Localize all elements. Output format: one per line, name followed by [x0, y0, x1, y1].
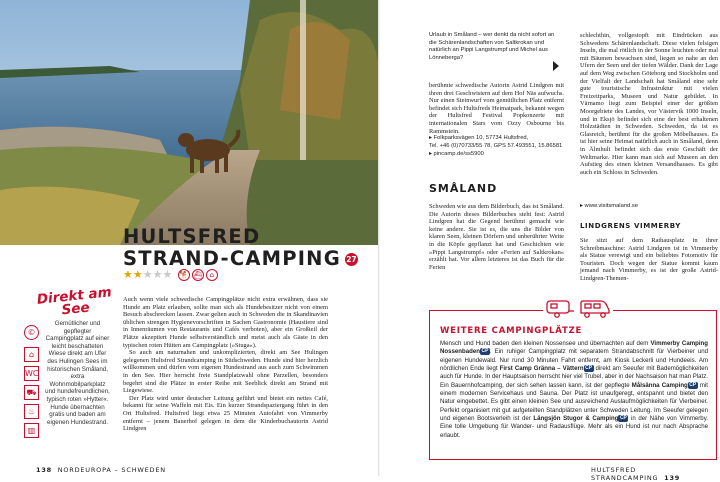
address-line: ▸ Folkparksvägen 10, 57734 Hultsfred,	[429, 135, 529, 142]
copyright-icon: ©	[24, 325, 39, 340]
box-text-segment: . Ein ruhiger Campingplatz mit separatem Strandabschnitt für Vierbeiner und eigenen Hundewald. Nur rund 30 Minuten Fahrt entfernt, am Kiosk Leckerli und Hundeeis. Am nördlichen Ende liegt	[440, 348, 708, 373]
campsite-badge-icon: CP	[689, 381, 697, 388]
box-heading: WEITERE CAMPINGPLÄTZE	[440, 326, 583, 336]
house-icon: ⌂	[206, 269, 218, 281]
campsite-name: Målsänna Camping	[631, 381, 688, 389]
box-text-segment: direkt am Seeufer mit Bademöglichkeiten auch für Hunde. In der Hauptsaison herrscht hier viel Trubel, aber in der Nachsaison hat man Platz. Ein Bauernhofcamping, der sich sehen lassen kann, ist der gepflegte	[440, 365, 708, 389]
body-paragraph: berühmte schwedische Autorin Astrid Lindgren mit ihren drei Geschwistern auf dem Hof Näs aufwuchs. Nur einen Steinwurf vom gemütlichen Platz entfernt befindet sich Hultsfreds Heimatpark, bekannt wegen der Hultsfred Festival Popkonzerte mit internationalen Stars vom Ozzy Osbourne bis Rammstein.	[429, 82, 564, 135]
right-column-1-section	[429, 203, 564, 271]
box-text-segment: mit einem modernen Servicehaus und Sauna. Der Platz ist unaufgeregt, entspannt und bietet den Natur eingebettet. Es gibt einen kleinen See und ausreichend Auslaufmöglichkeiten für Vierbeiner. Perfekt organisiert mit gut aufgeteilten Standplätzen unter Schweden Leitung. Im Seeufer gelegen und eigenen Bootsverleih ist der	[440, 381, 708, 423]
photo-caption: Urlaub in Småland – wer denkt da nicht sofort an die Schärenlandschaften von Saltkrokan und natürlich an Pippi Langstrumpf und Michel aus Lönneberga?	[429, 32, 555, 61]
caravan-icon	[547, 301, 574, 317]
campsite-badge-icon: CP	[481, 348, 489, 355]
section-heading-smaland: SMÅLAND	[429, 182, 498, 195]
star-icon: ★	[123, 268, 133, 281]
trash-icon: ▥	[24, 423, 39, 438]
photo-dog-at-lake	[0, 0, 379, 245]
body-paragraph: Schweden wie aus dem Bilderbuch, das ist Småland. Die Autorin dieses Bilderbuches steht fest: Astrid Lindgren hat die Gegend berühmt gemacht wie keine andere. Sie ist es, die uns die Bilder von klaren Seen, kleinen Dörfern und unberührter Weite in die Köpfe gepflanzt hat und Geschichten wie »Pippi Langstrumpf« oder »Ferien auf Saltkrokan« erzählt hat. Vor allem letzteres ist das Buch für die Ferien	[429, 203, 564, 271]
car-icon: ⛟	[24, 385, 39, 400]
left-body-column	[123, 296, 328, 433]
campsite-badge-icon: CP	[585, 365, 593, 371]
campsite-name: Vimmerby Camping Nossenbaden	[440, 340, 708, 356]
camper-van-icon	[581, 301, 609, 317]
page-number: 139	[664, 474, 681, 482]
body-paragraph: Sie sitzt auf dem Rathausplatz in ihrer Schreibmaschine: Astrid Lindgren ist in Vimmerby als Statue verewigt und ein beliebtes Fotomotiv für Touristen. Doch wegen der Statue kommt kaum jemand nach Vimmerby, es ist der große Astrid-Lindgren-Themen-	[580, 237, 718, 282]
body-paragraph: So auch am naturnahen und unkomplizierten, direkt am See Hulingen gelegenen Hultsfred Strandcamping in Südschweden. Hunde sind hier herzlich willkommen und dürfen vom eigenen Hundestrand aus auch zum Schwimmen in den See. Hier herrscht freie Standplatzwahl ohne Parzellen, besonders begehrt sind die Plätze in erster Reihe mit Seeblick direkt am Strand mit Liegewiese.	[123, 349, 328, 395]
dog-icon: 🐕	[179, 271, 189, 279]
body-paragraph: schlechthin, vollgestopft mit Eindrücken aus Schwedens Schärenlandschaft. Diese vielen felsigen Inseln, die mal rötlich in der Sonne leuchten oder mal mit Bäumen bewachsen sind, liegen so nahe an den Ufern der Seen und der tiefen Wälder. Dank der Lage auf dem Weg zwischen Göteborg und Stockholm und der Vielfalt der Landschaft hat Småland eine sehr gute touristische Infrastruktur mit vielen Freizeitparks, Museen und Natur gebildet. In Värnamo liegt zum Beispiel einer der größten Moorgebiete des Landes, vor Västervik 1000 Inseln, und in Eksjö befindet sich eine der best erhaltenen Holzstädten in Schweden. Schweden, da ist es Glasreich, berühmt für die großen Möbelhauses. Es ist hier seine Heimat natürlich auch in Småland, denn in Älmhult befindet sich das erste Geschäft der Weltmarke. Hier kann man sich auf Museen an den Aufstieg des einen kleinen Versandhauses. Es gibt auch ein Schloss in Schweden.	[580, 32, 718, 176]
campsite-name: Längsjön Stugor & Camping	[533, 415, 619, 423]
page-title: HULTSFRED STRAND-CAMPING 27	[123, 225, 357, 270]
visitsmaland-link[interactable]: ▸ www.visitsmaland.se	[580, 203, 638, 209]
toilet-icon: WC	[24, 366, 39, 381]
caption-arrow-icon	[553, 61, 559, 71]
box-text-segment: Mensch und Hund baden den kleinen Nossensee und übernachten auf dem	[440, 340, 651, 347]
body-paragraph: Der Platz wird unter deutscher Leitung geführt und bietet ein nettes Café, bekannt für seine Waffeln mit Eis. Ein kurzer Strandspaziergang führt in den Ort Hultsfred. Hultsfred liegt etwa 25 Minuten Autofahrt von Vimmerby entfernt – jenem Bauerhof gelegen in dem die Kinderbuchautorin Astrid Lindgren	[123, 394, 328, 433]
body-paragraph: Auch wenn viele schwedische Campingplätze nicht extra erwähnen, dass sie Hunde am Platz erlauben, sollte man sich als Hundebesitzer nicht von einem Besuch abschrecken lassen. Zwar gelten auch in Schweden die in Skandinavien üblichen strengen Hygienevorschriften in Sachen Gastronomie (Haustiere sind in Innenräumen von Restaurants und Cafés verboten), aber ein Großteil der Plätze akzeptiert Hunde selbstverständlich und meist auch als Gäste in den typischen roten Hütten am Campingplatz (»Stuga«).	[123, 296, 328, 349]
campsite-number-badge: 27	[346, 255, 357, 264]
vehicle-icons	[543, 298, 613, 318]
campsite-name: First Camp Gränna – Vättern	[499, 365, 584, 373]
page-gutter	[378, 0, 380, 476]
house-icon: ⌂	[24, 347, 39, 362]
sidebar-summary: Gemütlicher und gepflegter Campingplatz auf einer leicht beschatteten Wiese direkt am Ufer des Hulingen Sees im historischen Småland, extra Wohnmobilparkplatz und hundefreundlichen, typisch roten »Hytter«. Hunde übernachten gratis und baden am eigenen Hundestrand.	[45, 320, 110, 426]
campsite-badge-icon: CP	[619, 415, 627, 421]
star-icon: ★	[142, 268, 153, 281]
right-column-2-section	[580, 237, 718, 283]
running-head: HULTSFRED STRANDCAMPING	[591, 466, 659, 482]
box-text	[440, 340, 708, 440]
rating	[123, 269, 218, 281]
right-column-1	[429, 82, 564, 159]
ship-icon: ⛴	[193, 271, 203, 279]
star-icon: ★	[132, 268, 143, 281]
page-number: 138	[36, 466, 52, 474]
right-footer	[591, 466, 720, 482]
running-head: NORDEUROPA – SCHWEDEN	[57, 466, 166, 474]
star-icon: ★	[162, 268, 173, 281]
fire-icon: ♨	[24, 404, 39, 419]
website-link[interactable]: ▸ pincamp.de/ss5900	[429, 150, 484, 157]
sidebar-title: Direkt am See	[36, 284, 113, 319]
left-footer	[36, 466, 166, 474]
contact-line: Tel. +46 (0)70733/55 78, GPS 57.493551, 15.86581	[429, 142, 563, 149]
right-column-2	[580, 32, 718, 176]
star-icon: ★	[152, 268, 163, 281]
section-heading-vimmerby: LINDGRENS VIMMERBY	[580, 222, 681, 230]
box-text-segment: in der Nähe von Vimmerby. Eine tolle Umgebung für Wander- und Radausflüge. Mehr als ein Hund ist nur nach Absprache erlaubt.	[440, 415, 708, 439]
